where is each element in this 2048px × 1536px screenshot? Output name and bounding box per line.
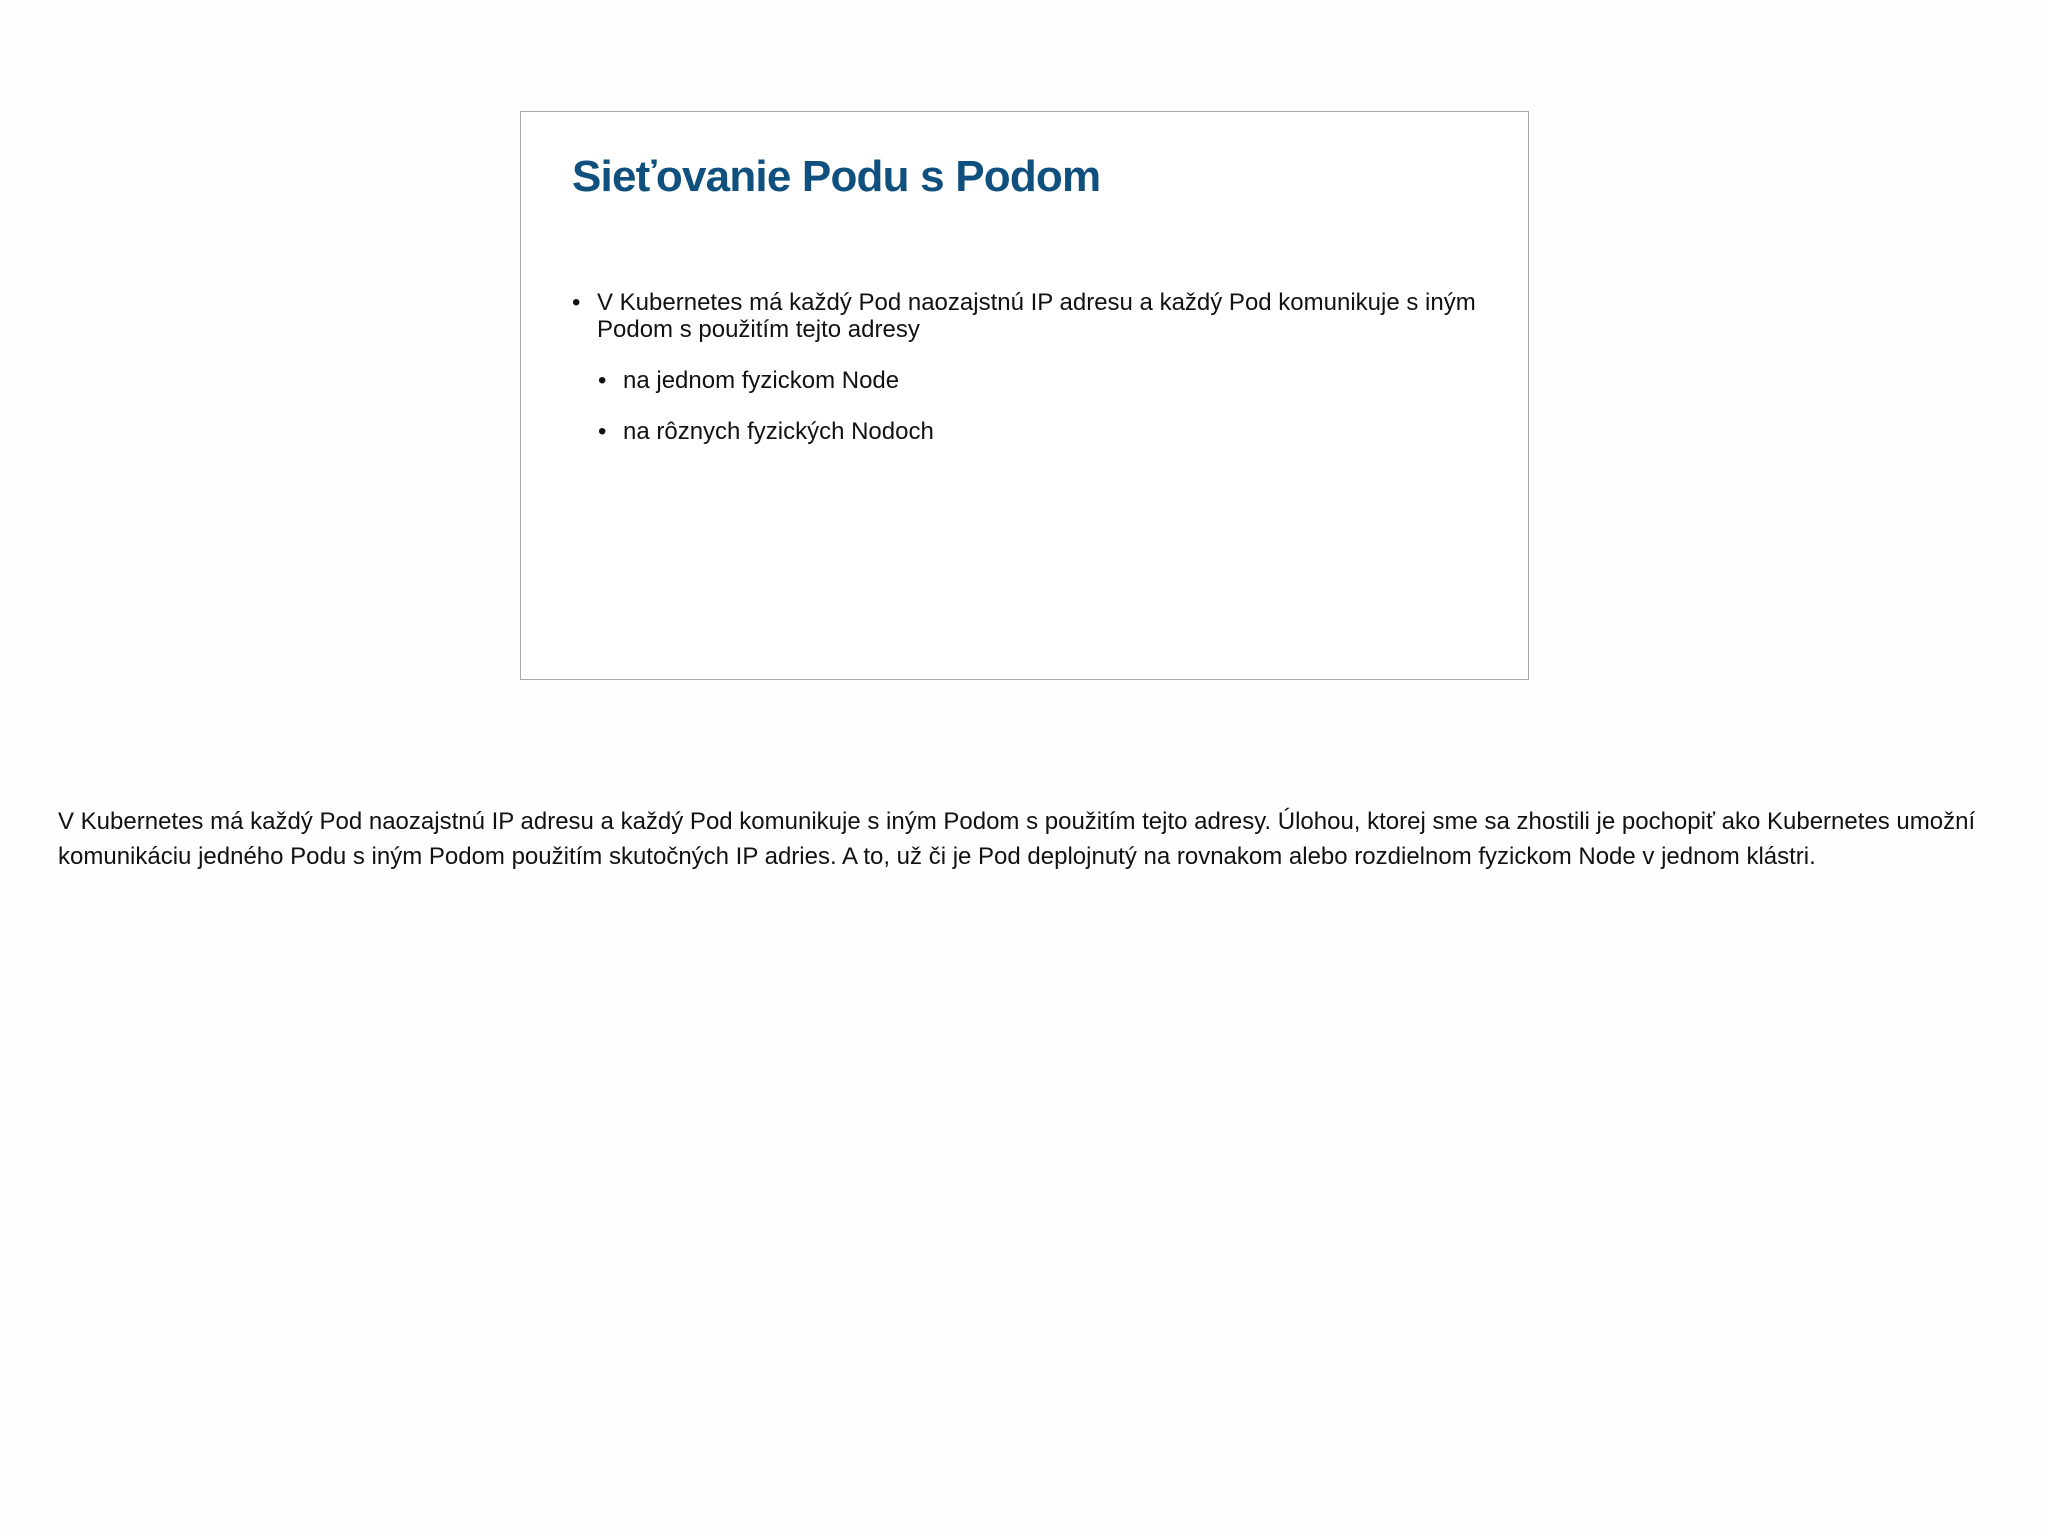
bullet-item: • V Kubernetes má každý Pod naozajstnú IP adresu a každý Pod komunikuje s iným Podom s použitím tejto adresy — [572, 289, 1477, 343]
bullet-list — [572, 289, 1477, 445]
speaker-notes: V Kubernetes má každý Pod naozajstnú IP adresu a každý Pod komunikuje s iným Podom s použitím tejto adresy. Úlohou, ktorej sme sa zhostili je pochopiť ako Kubernetes umožní komunikáciu jedného Podu s iným Podom použitím skutočných IP adries. A to, už či je Pod deplojnutý na rovnakom alebo rozdielnom fyzickom Node v jednom klástri. — [58, 808, 1976, 870]
slide-preview — [520, 111, 1529, 680]
sub-bullet-item: • na jednom fyzickom Node — [598, 367, 1477, 394]
sub-bullet-item: • na rôznych fyzických Nodoch — [598, 418, 1477, 445]
slide-title: Sieťovanie Podu s Podom — [572, 152, 1101, 201]
